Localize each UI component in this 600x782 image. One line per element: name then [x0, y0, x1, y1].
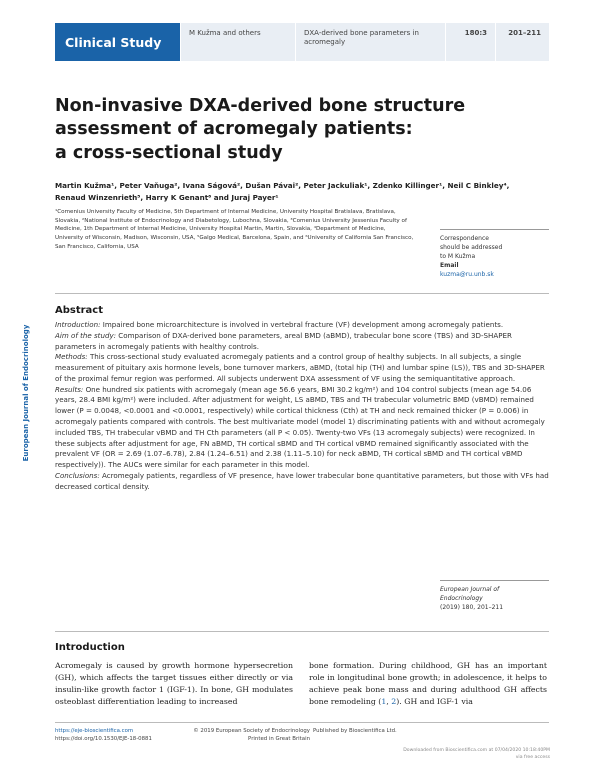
- affiliations: ¹Comenius University Faculty of Medicine, 5th Department of Internal Medicine, University Hospital Bratislava, Bratislava, Slovakia, ²National Institute of Endocrinology and Diabetology, Lubochna, Slovakia, ³Comenius University Jessenius Faculty of Medicine, 1th Department of Internal Medicine, University Hospital Martin, Martin, Slovakia, ⁴Department of Medicine, University of Wisconsin, Madison, Wisconsin, USA, ⁵Galgo Medical, Barcelona, Spain, and ⁶University of California San Francisco, San Francisco, California, USA: [55, 209, 414, 250]
- abstract-label: Conclusions:: [55, 470, 100, 480]
- abstract-aim: [55, 331, 549, 353]
- copyright-text: © 2019 European Society of Endocrinology: [193, 728, 310, 734]
- intro-text: ). GH and IGF-1 via: [396, 697, 473, 707]
- header-authors: M Kužma and others: [180, 23, 295, 61]
- journal-citation: (2019) 180, 201–211: [440, 604, 504, 611]
- abstract-methods: [55, 352, 549, 384]
- abstract-body: [55, 320, 549, 493]
- footer-divider: [55, 722, 549, 723]
- header-title: DXA-derived bone parameters in acromegaly: [295, 23, 445, 61]
- journal-url-link[interactable]: https://eje-bioscientifica.com: [55, 728, 134, 734]
- abstract-heading: Abstract: [55, 305, 104, 316]
- abstract-label: Introduction:: [55, 320, 101, 329]
- side-journal-text: European Journal of Endocrinology: [22, 324, 30, 462]
- article-title: [55, 95, 515, 165]
- doi-link[interactable]: https://doi.org/10.1530/EJE-18-0881: [55, 736, 152, 743]
- access-text: via free access: [515, 754, 550, 760]
- abstract-results: [55, 385, 549, 471]
- author-line: Martin Kužma¹, Peter Vaňuga², Ivana Ságová², Dušan Pávai², Peter Jackuliak¹, Zdenko Killinger¹, Neil C Binkley⁴,: [55, 181, 510, 190]
- author-list: [55, 180, 550, 203]
- reference-link[interactable]: 2: [391, 697, 397, 707]
- journal-name-line: Endocrinology: [440, 595, 483, 602]
- author-line: Renaud Winzenrieth⁵, Harry K Genant⁶ and Juraj Payer¹: [55, 192, 279, 202]
- journal-name-line: European Journal of: [440, 586, 500, 593]
- abstract-label: Results:: [55, 384, 84, 394]
- intro-column-left: Acromegaly is caused by growth hormone hypersecretion (GH), which affects the target tissues either directly or via insulin-like growth factor 1 (IGF-1). In bone, GH modulates osteoblast differentiation leading to increased: [55, 661, 293, 707]
- download-stamp: [400, 748, 550, 762]
- header-volume: 180:3: [445, 23, 495, 61]
- title-line: a cross-sectional study: [55, 142, 283, 163]
- intro-column-right: [309, 660, 547, 708]
- correspondence-box: [440, 229, 549, 279]
- journal-citation-box: [440, 580, 549, 612]
- title-line: Non-invasive DXA-derived bone structure: [55, 96, 466, 116]
- header-pages: 201–211: [495, 23, 549, 61]
- reference-link[interactable]: 1: [381, 697, 387, 707]
- abstract-intro: [55, 320, 549, 331]
- abstract-text: Impaired bone microarchitecture is involved in vertebral fracture (VF) development among acromegaly patients.: [100, 320, 504, 329]
- email-label: Email: [440, 262, 459, 269]
- printed-text: Printed in Great Britain: [248, 736, 310, 743]
- divider: [55, 293, 549, 294]
- correspondence-line: Correspondence: [440, 235, 489, 242]
- intro-text: bone formation. During childhood, GH has an important role in longitudinal bone growth; in adolescence, it helps to achieve peak bone mass and during adulthood GH affects bone remodeling (: [309, 661, 547, 707]
- footer-links: [55, 727, 185, 743]
- section-label: Clinical Study: [55, 23, 180, 61]
- side-journal-label: [20, 318, 32, 468]
- correspondence-line: should be addressed: [440, 244, 503, 251]
- introduction-heading: Introduction: [55, 642, 125, 653]
- abstract-text: Comparison of DXA-derived bone parameters, areal BMD (aBMD), trabecular bone score (TBS) and 3D-SHAPER parameters in acromegaly patients with healthy controls.: [55, 330, 512, 351]
- abstract-label: Methods:: [55, 352, 88, 362]
- email-link[interactable]: kuzma@ru.unb.sk: [440, 271, 494, 278]
- title-line: assessment of acromegaly patients:: [55, 119, 413, 140]
- divider: [55, 631, 549, 632]
- footer-publisher: Published by Bioscientifica Ltd.: [313, 728, 397, 734]
- downloaded-text: Downloaded from Bioscientifica.com at 07/04/2020 10:18:40PM: [403, 748, 550, 753]
- footer-copyright: [175, 727, 310, 743]
- abstract-text: Acromegaly patients, regardless of VF presence, have lower trabecular bone quantitative parameters, but those with VFs had decreased cortical density.: [55, 470, 549, 491]
- abstract-label: Aim of the study:: [55, 330, 117, 340]
- intro-text: ,: [386, 697, 392, 707]
- abstract-text: One hundred six patients with acromegaly (mean age 56.6 years, BMI 30.2 kg/m²) and 104 control subjects (mean age 54.06 years, 28.4 BMI kg/m²) were included. After adjustment for weight, LS aBMD, TBS and TH trabecular volumetric BMD (vBMD) remained lower (P = 0.0048, <0.0001 and <0.0001, respectively) while cortical thickness (Cth) at TH and neck remained thicker (P = 0.006) in acromegaly patients compared with controls. The best multivariate model (model 1) discriminating patients with and without acromegaly included TBS, TH trabecular vBMD and TH Cth parameters (all P < 0.05). Twenty-two VFs (13 acromegaly subjects) were recognized. In these subjects after adjustment for age, FN aBMD, TH cortical sBMD and TH cortical vBMD remained significantly associated with the prevalent VF (OR = 2.69 (1.07–6.78), 2.84 (1.24–6.51) and 2.38 (1.11–5.10) for neck aBMD, TH cortical sBMD and TH cortical vBMD respectively)). The AUCs were similar for each parameter in this model.: [55, 384, 545, 470]
- correspondence-line: to M Kužma: [440, 253, 476, 260]
- abstract-conclusions: [55, 471, 549, 493]
- running-header: [55, 23, 549, 61]
- abstract-text: This cross-sectional study evaluated acromegaly patients and a control group of healthy subjects. In all subjects, a single measurement of pituitary axis hormone levels, bone turnover markers, aBMD, (total hip (TH) and lumbar spine (LS)), TBS and 3D-SHAPER of the proximal femur region was performed. All subjects underwent DXA assessment of VF using the semiquantitative approach.: [55, 352, 545, 383]
